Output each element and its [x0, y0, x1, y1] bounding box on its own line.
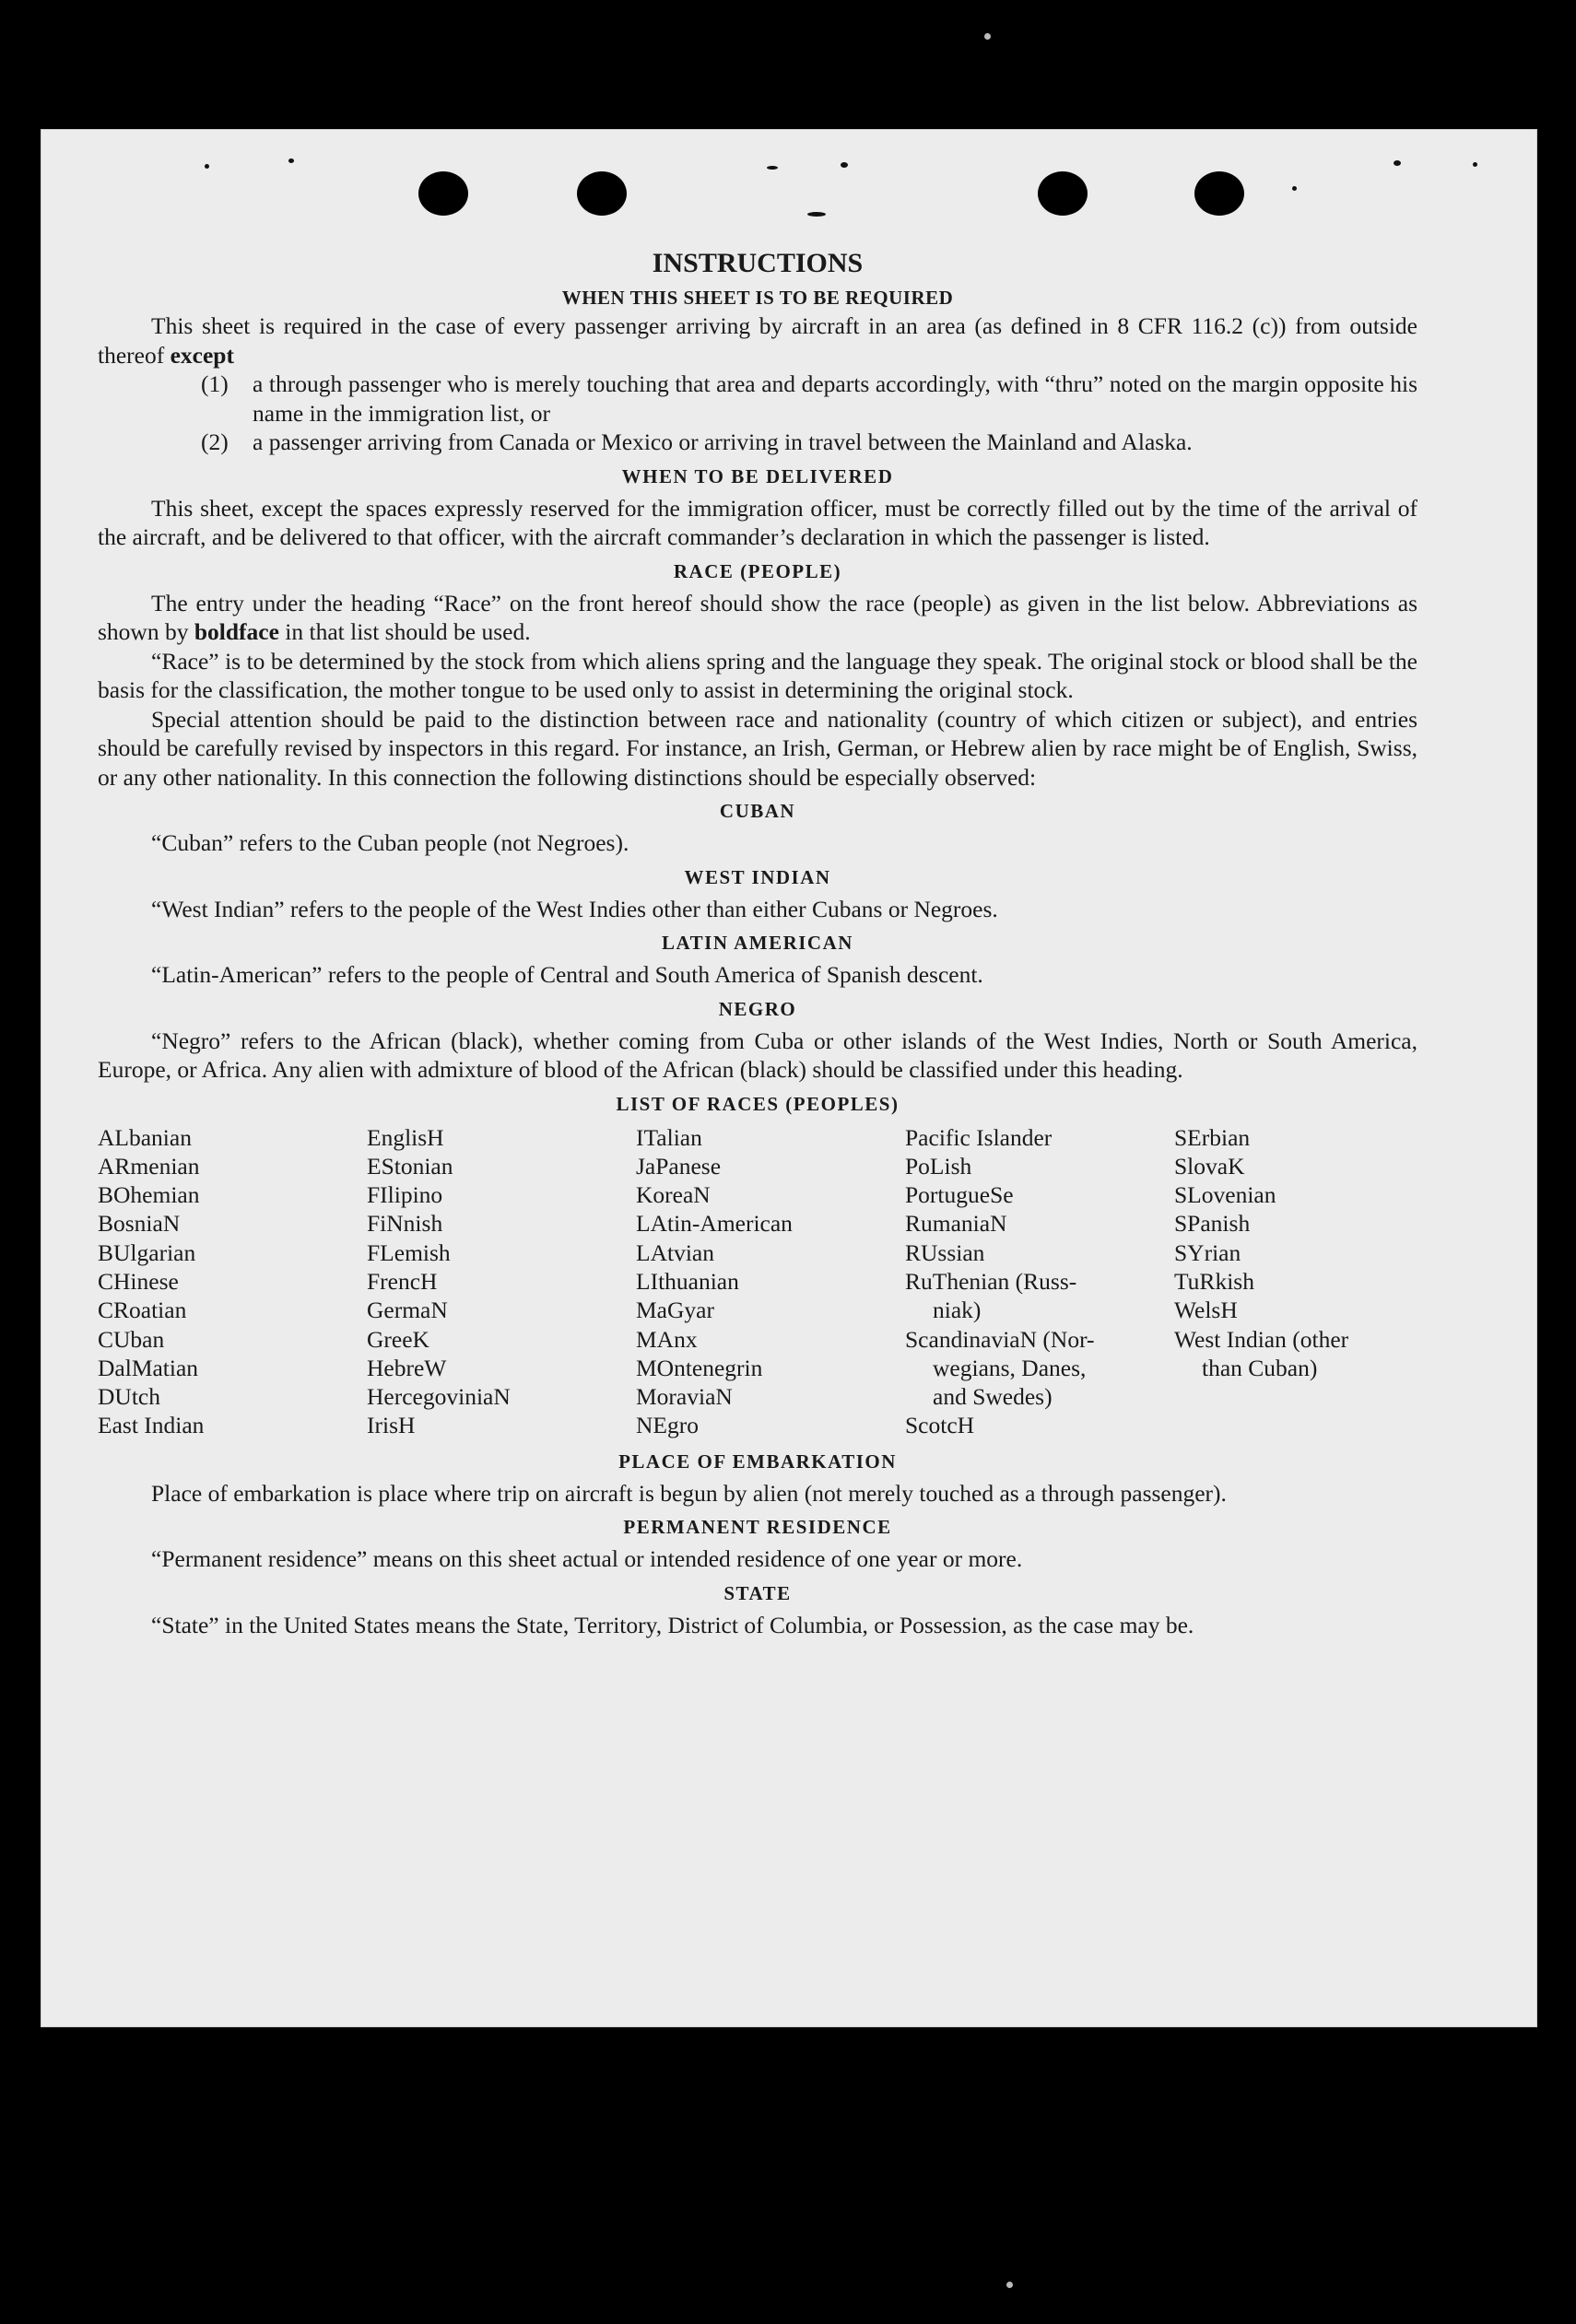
- race-entry: ITalian: [636, 1123, 702, 1151]
- paragraph-cuban: “Cuban” refers to the Cuban people (not Negroes).: [151, 829, 629, 856]
- speck: [807, 212, 826, 217]
- race-entry: niak): [933, 1297, 982, 1324]
- race-entry: CRoatian: [98, 1297, 187, 1324]
- speck: [1473, 162, 1477, 167]
- section-heading-state: STATE: [723, 1581, 792, 1604]
- section-heading-races: LIST OF RACES (PEOPLES): [616, 1092, 900, 1115]
- instructions-content: [98, 245, 1417, 1639]
- speck: [205, 164, 209, 169]
- race-entry: WelsH: [1174, 1297, 1238, 1324]
- scan-dot: [1006, 2282, 1013, 2288]
- paragraph-delivered: This sheet, except the spaces expressly reserved for the immigration officer, must be correctly filled out by the time of the arrival of the aircraft, and be delivered to that officer, with the aircraft commander’s declaration in which the passenger is listed.: [98, 494, 1417, 550]
- paragraph-required: [98, 311, 1417, 370]
- race-entry: East Indian: [98, 1412, 205, 1439]
- section-heading-west-indian: WEST INDIAN: [684, 865, 831, 888]
- speck: [767, 166, 778, 170]
- race-entry: DalMatian: [98, 1354, 199, 1381]
- paragraph-text: in that list should be used.: [285, 618, 531, 645]
- race-entry: Pacific Islander: [905, 1123, 1053, 1151]
- races-column-1: [98, 1123, 367, 1440]
- race-entry: West Indian (other: [1174, 1325, 1349, 1353]
- race-entry: MoraviaN: [636, 1383, 733, 1411]
- paragraph-race-3: Special attention should be paid to the distinction between race and nationality (country of which citizen or subject), and entries should be carefully revised by inspectors in this regard. For instance, an Irish, German, or Hebrew alien by race might be of English, Swiss, or any other nationality. In this connection the following distinctions should be especially observed:: [98, 705, 1417, 791]
- list-item-2: [98, 428, 1417, 457]
- race-entry: LAtin-American: [636, 1210, 793, 1238]
- section-heading-negro: NEGRO: [718, 997, 797, 1020]
- race-entry: ARmenian: [98, 1152, 200, 1180]
- race-entry: RumaniaN: [905, 1210, 1007, 1238]
- race-entry: RuThenian (Russ-: [905, 1267, 1077, 1295]
- section-heading-cuban: CUBAN: [719, 800, 796, 822]
- race-entry: wegians, Danes,: [933, 1354, 1087, 1381]
- races-list: [98, 1123, 1417, 1440]
- race-entry: MaGyar: [636, 1297, 714, 1324]
- bold-text: except: [170, 341, 234, 369]
- race-entry: SYrian: [1174, 1238, 1241, 1266]
- race-entry: GreeK: [367, 1325, 429, 1353]
- race-entry: MOntenegrin: [636, 1354, 763, 1381]
- paragraph-race-2: “Race” is to be determined by the stock from which aliens spring and the language they speak. The original stock or blood shall be the basis for the classification, the mother tongue to be used only to assist in determining the original stock.: [98, 647, 1417, 703]
- race-entry: CUban: [98, 1325, 165, 1353]
- race-entry: SPanish: [1174, 1210, 1251, 1238]
- race-entry: MAnx: [636, 1325, 698, 1353]
- punch-hole-2: [577, 171, 627, 216]
- paragraph-negro: “Negro” refers to the African (black), whether coming from Cuba or other islands of the West Indies, North or South America, Europe, or Africa. Any alien with admixture of blood of the African (black) should be classified under this heading.: [98, 1027, 1417, 1083]
- race-entry: PoLish: [905, 1152, 972, 1180]
- punch-hole-1: [418, 171, 468, 216]
- race-entry: TuRkish: [1174, 1267, 1254, 1295]
- race-entry: BUlgarian: [98, 1238, 196, 1266]
- race-entry: PortugueSe: [905, 1181, 1014, 1209]
- speck: [1394, 160, 1401, 166]
- race-entry: ALbanian: [98, 1123, 192, 1151]
- race-entry: ScandinaviaN (Nor-: [905, 1325, 1095, 1353]
- section-heading-embarkation: PLACE OF EMBARKATION: [618, 1450, 897, 1473]
- speck: [288, 158, 294, 163]
- race-entry: than Cuban): [1202, 1354, 1318, 1381]
- speck: [1292, 186, 1297, 191]
- section-heading-race: RACE (PEOPLE): [673, 559, 842, 582]
- race-entry: and Swedes): [933, 1383, 1053, 1411]
- race-entry: IrisH: [367, 1412, 416, 1439]
- races-column-4: [905, 1123, 1174, 1440]
- list-number: (1): [201, 370, 229, 397]
- section-heading-required: WHEN THIS SHEET IS TO BE REQUIRED: [561, 287, 954, 309]
- race-entry: NEgro: [636, 1412, 699, 1439]
- list-text: a through passenger who is merely touching that area and departs accordingly, with “thru” noted on the margin opposite his name in the immigration list, or: [253, 370, 1417, 427]
- paragraph-west-indian: “West Indian” refers to the people of the West Indies other than either Cubans or Negroes.: [151, 895, 998, 922]
- bold-text: boldface: [194, 618, 279, 645]
- race-entry: FiNnish: [367, 1210, 443, 1238]
- speck: [841, 162, 848, 168]
- paragraph-race-1: [98, 589, 1417, 647]
- race-entry: GermaN: [367, 1297, 448, 1324]
- list-text: a passenger arriving from Canada or Mexico or arriving in travel between the Mainland and Alaska.: [253, 428, 1193, 455]
- paragraph-state: “State” in the United States means the State, Territory, District of Columbia, or Possession, as the case may be.: [151, 1611, 1194, 1638]
- races-column-2: [367, 1123, 636, 1440]
- punch-hole-4: [1194, 171, 1244, 216]
- page-title: INSTRUCTIONS: [652, 248, 864, 278]
- list-number: (2): [201, 428, 229, 455]
- race-entry: SErbian: [1174, 1123, 1251, 1151]
- scan-dot: [984, 33, 991, 40]
- race-entry: DUtch: [98, 1383, 160, 1411]
- race-entry: EStonian: [367, 1152, 453, 1180]
- race-entry: CHinese: [98, 1267, 179, 1295]
- race-entry: LIthuanian: [636, 1267, 739, 1295]
- race-entry: BosniaN: [98, 1210, 181, 1238]
- race-entry: BOhemian: [98, 1181, 200, 1209]
- paragraph-latin-american: “Latin-American” refers to the people of Central and South America of Spanish descent.: [151, 961, 983, 988]
- paragraph-residence: “Permanent residence” means on this sheet actual or intended residence of one year or more.: [151, 1545, 1023, 1573]
- paragraph-text: This sheet is required in the case of every passenger arriving by aircraft in an area (as defined in 8 CFR 116.2 (c)) from outside thereof: [98, 312, 1417, 369]
- race-entry: EnglisH: [367, 1123, 444, 1151]
- race-entry: KoreaN: [636, 1181, 711, 1209]
- races-column-3: [636, 1123, 905, 1440]
- race-entry: SLovenian: [1174, 1181, 1276, 1209]
- paragraph-embarkation: Place of embarkation is place where trip on aircraft is begun by alien (not merely touched as a through passenger).: [151, 1479, 1227, 1507]
- race-entry: FLemish: [367, 1238, 451, 1266]
- section-heading-residence: PERMANENT RESIDENCE: [623, 1516, 892, 1539]
- race-entry: HebreW: [367, 1354, 447, 1381]
- section-heading-delivered: WHEN TO BE DELIVERED: [621, 464, 894, 487]
- race-entry: LAtvian: [636, 1238, 714, 1266]
- section-heading-latin-american: LATIN AMERICAN: [662, 932, 853, 954]
- paragraph-text: The entry under the heading “Race” on the front hereof should show the race (people) as given in the list below. Abbreviations as shown by: [98, 589, 1417, 645]
- race-entry: JaPanese: [636, 1152, 722, 1180]
- race-entry: ScotcH: [905, 1412, 975, 1439]
- race-entry: FIlipino: [367, 1181, 443, 1209]
- race-entry: RUssian: [905, 1238, 985, 1266]
- list-item-1: [98, 370, 1417, 428]
- race-entry: SlovaK: [1174, 1152, 1245, 1180]
- punch-hole-3: [1038, 171, 1088, 216]
- race-entry: HercegoviniaN: [367, 1383, 511, 1411]
- race-entry: FrencH: [367, 1267, 438, 1295]
- races-column-5: [1174, 1123, 1417, 1440]
